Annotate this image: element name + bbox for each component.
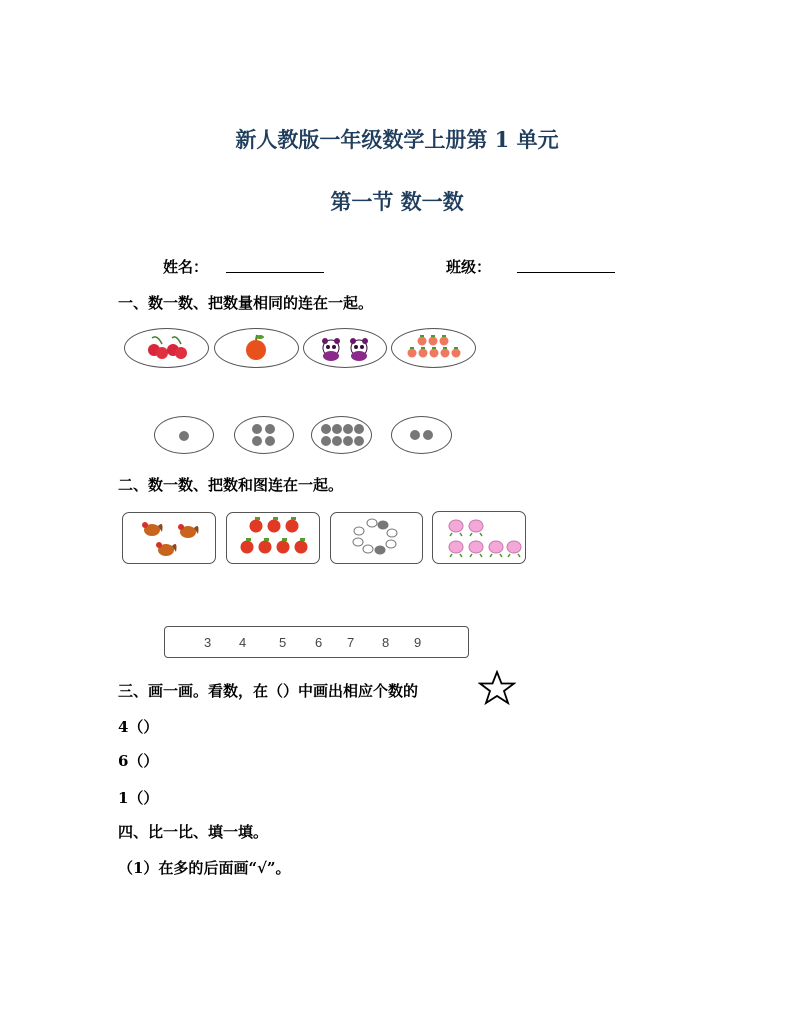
dot bbox=[332, 424, 342, 434]
dot bbox=[343, 436, 353, 446]
bead-ring-icon bbox=[330, 512, 423, 564]
number-6[interactable]: 6 bbox=[315, 635, 323, 650]
number-9[interactable]: 9 bbox=[414, 635, 422, 650]
rooster-icon bbox=[122, 512, 216, 564]
number-bar bbox=[164, 626, 469, 658]
page-subtitle: 第一节 数一数 bbox=[330, 189, 464, 214]
box-roosters[interactable] bbox=[122, 512, 216, 564]
number-7[interactable]: 7 bbox=[347, 635, 355, 650]
section-4-heading: 四、比一比、填一填。 bbox=[118, 823, 269, 841]
oval-dots-2[interactable] bbox=[391, 416, 452, 454]
oval-apple[interactable] bbox=[214, 328, 299, 368]
number-3[interactable]: 3 bbox=[204, 635, 212, 650]
dot bbox=[179, 431, 189, 441]
class-label: 班级： bbox=[446, 258, 492, 276]
dot bbox=[423, 430, 433, 440]
apple-icon bbox=[226, 512, 320, 564]
peach-icon bbox=[432, 511, 526, 564]
dot bbox=[252, 436, 262, 446]
dot bbox=[354, 436, 364, 446]
draw-item-1[interactable]: 1（） bbox=[118, 789, 159, 807]
dot bbox=[265, 436, 275, 446]
section-1-heading: 一、数一数、把数量相同的连在一起。 bbox=[118, 294, 374, 312]
class-blank[interactable] bbox=[517, 272, 615, 273]
cherries-icon bbox=[124, 328, 209, 368]
box-beads[interactable] bbox=[330, 512, 423, 564]
oval-dots-1[interactable] bbox=[154, 416, 214, 454]
star-icon bbox=[478, 670, 516, 706]
oval-strawberries[interactable] bbox=[391, 328, 476, 368]
oval-dots-8[interactable] bbox=[311, 416, 372, 454]
subquestion-1: （1）在多的后面画“√”。 bbox=[118, 859, 291, 877]
box-peaches[interactable] bbox=[432, 511, 526, 564]
strawberry-icon bbox=[391, 328, 476, 368]
number-4[interactable]: 4 bbox=[239, 635, 247, 650]
number-5[interactable]: 5 bbox=[279, 635, 287, 650]
name-label: 姓名： bbox=[163, 258, 209, 276]
dot bbox=[354, 424, 364, 434]
page-title: 新人教版一年级数学上册第 1 单元 bbox=[235, 127, 559, 152]
dot bbox=[321, 436, 331, 446]
dot bbox=[343, 424, 353, 434]
dot bbox=[265, 424, 275, 434]
section-2-heading: 二、数一数、把数和图连在一起。 bbox=[118, 476, 344, 494]
draw-item-4[interactable]: 4（） bbox=[118, 718, 159, 736]
apple-icon bbox=[214, 328, 299, 368]
oval-cherries[interactable] bbox=[124, 328, 209, 368]
name-blank[interactable] bbox=[226, 272, 324, 273]
dot bbox=[252, 424, 262, 434]
section-3-heading: 三、画一画。看数，在（）中画出相应个数的 bbox=[118, 682, 419, 700]
number-8[interactable]: 8 bbox=[382, 635, 390, 650]
panda-icon bbox=[303, 328, 387, 368]
box-apples[interactable] bbox=[226, 512, 320, 564]
dot bbox=[332, 436, 342, 446]
oval-dots-4[interactable] bbox=[234, 416, 294, 454]
dot bbox=[321, 424, 331, 434]
dot bbox=[410, 430, 420, 440]
draw-item-6[interactable]: 6（） bbox=[118, 752, 159, 770]
oval-pandas[interactable] bbox=[303, 328, 387, 368]
